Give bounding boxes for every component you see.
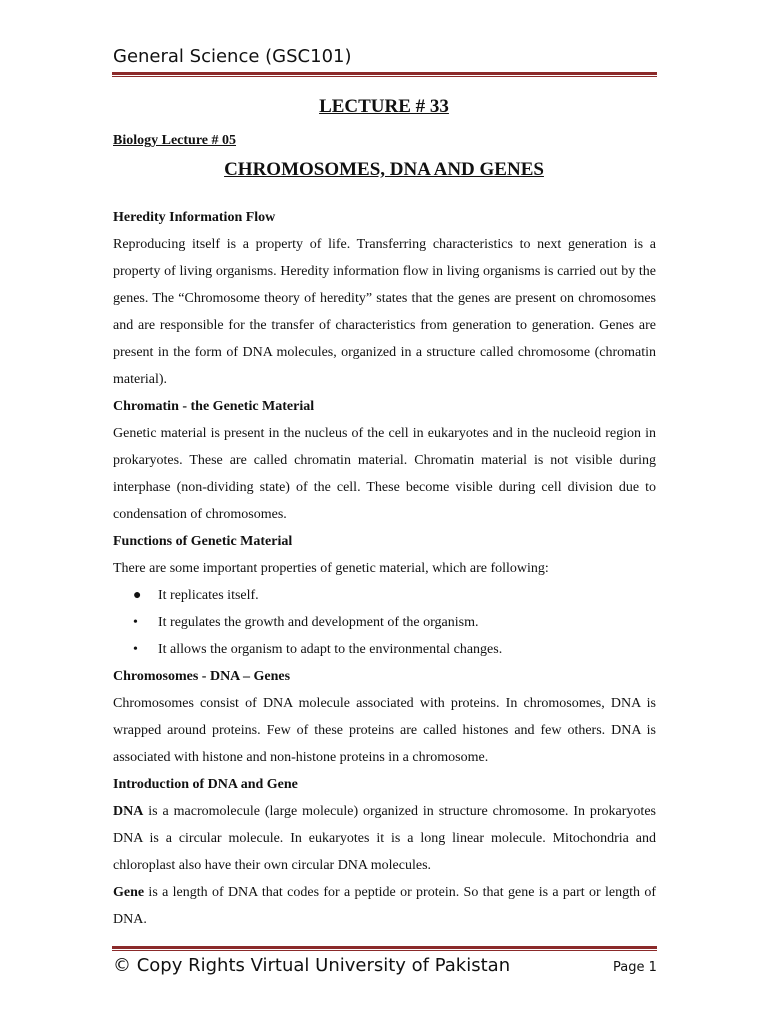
section-heading-intro: Introduction of DNA and Gene [113,777,298,792]
functions-list [113,582,656,663]
section-heading-heredity: Heredity Information Flow [113,210,276,225]
gene-term: Gene [113,885,145,900]
section-text-chromatin: Genetic material is present in the nucleus of the cell in eukaryotes and in the nucleoid region in prokaryotes. These are called chromatin material. Chromatin material is not visible during interphase (non-dividing state) of the cell. These become visible during cell division due to condensation of chromosomes. [113,426,656,522]
course-header: General Science (GSC101) [113,46,352,67]
page-title: CHROMOSOMES, DNA AND GENES [224,159,544,180]
list-item: • It allows the organism to adapt to the environmental changes. [113,636,656,663]
section-text-functions: There are some important properties of genetic material, which are following: [113,561,549,576]
list-item: • It regulates the growth and development of the organism. [113,609,656,636]
header-rule [112,72,657,77]
section-heading-chromosomes: Chromosomes - DNA – Genes [113,669,291,684]
copyright-footer: © Copy Rights Virtual University of Pakistan [113,955,511,976]
page-number: Page 1 [613,960,657,975]
dna-paragraph: DNA is a macromolecule (large molecule) organized in structure chromosome. In prokaryotes DNA is a circular molecule. In eukaryotes it is a long linear molecule. Mitochondria and chloroplast also have their own circular DNA molecules. [113,804,656,873]
section-heading-chromatin: Chromatin - the Genetic Material [113,399,315,414]
gene-paragraph: Gene is a length of DNA that codes for a peptide or protein. So that gene is a part or length of DNA. [113,885,656,927]
bullet-icon: ● [133,588,142,603]
bullet-icon: • [133,615,138,630]
section-heading-functions: Functions of Genetic Material [113,534,293,549]
footer-rule [112,946,657,951]
lecture-subtitle: Biology Lecture # 05 [113,133,237,148]
dna-term: DNA [113,804,144,819]
section-text-heredity: Reproducing itself is a property of life. Transferring characteristics to next generation is a property of living organisms. Heredity information flow in living organisms is carried out by the genes. The “Chromosome theory of heredity” states that the genes are present on chromosomes and are responsible for the transfer of characteristics from generation to generation. Genes are present in the form of DNA molecules, organized in a structure called chromosome (chromatin material). [113,237,656,387]
content-body [113,204,656,933]
bullet-icon: • [133,642,138,657]
lecture-number: LECTURE # 33 [319,96,449,117]
section-text-chromosomes: Chromosomes consist of DNA molecule associated with proteins. In chromosomes, DNA is wrapped around proteins. Few of these proteins are called histones and few others. DNA is associated with histone and non-histone proteins in a chromosome. [113,696,656,765]
list-item: ● It replicates itself. [113,582,656,609]
